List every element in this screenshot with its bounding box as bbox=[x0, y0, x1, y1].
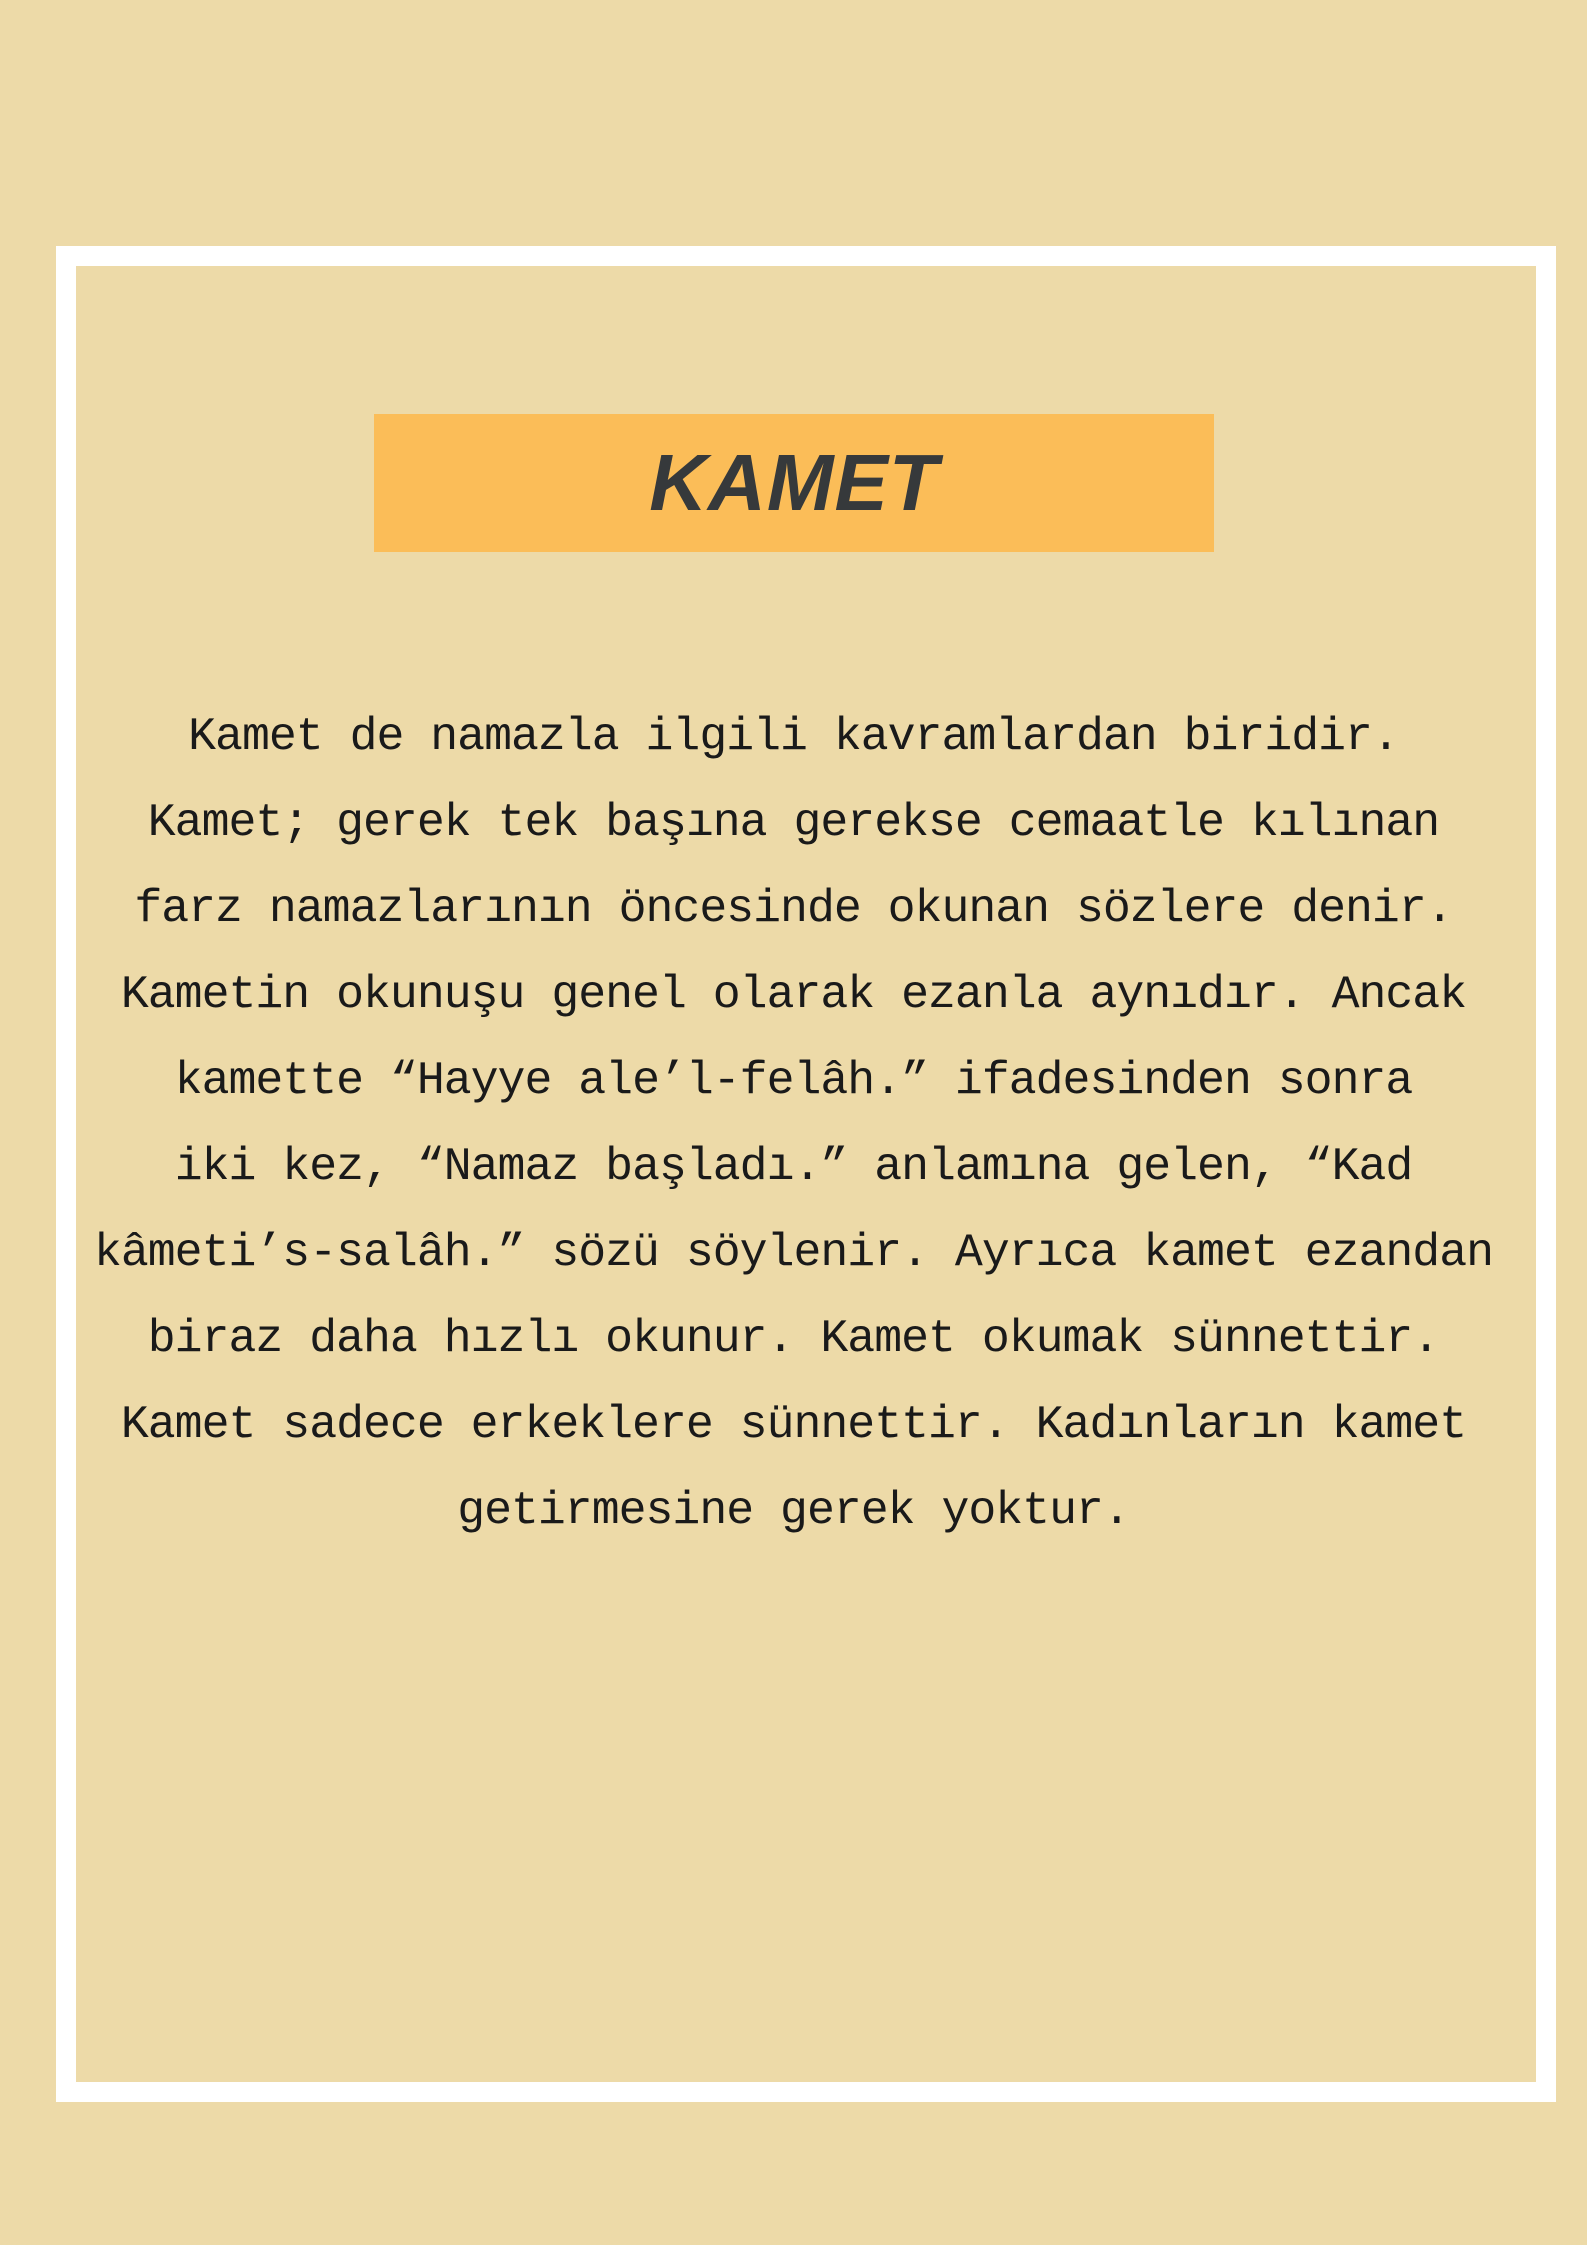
paragraph-line: Kametin okunuşu genel olarak ezanla aynıdır. Ancak bbox=[120, 968, 1467, 1021]
paragraph-line: Kamet sadece erkeklere sünnettir. Kadınların kamet bbox=[120, 1398, 1467, 1451]
paragraph-line: iki kez, “Namaz başladı.” anlamına gelen, “Kad bbox=[174, 1140, 1413, 1193]
paragraph-line: getirmesine gerek yoktur. bbox=[457, 1484, 1130, 1537]
body-paragraph bbox=[66, 694, 1521, 1554]
paragraph-line: kâmeti’s-salâh.” sözü söylenir. Ayrıca kamet ezandan bbox=[93, 1226, 1494, 1279]
paragraph-line: Kamet de namazla ilgili kavramlardan biridir. bbox=[188, 710, 1399, 763]
paragraph-line: kamette “Hayye ale’l-felâh.” ifadesinden sonra bbox=[174, 1054, 1413, 1107]
paragraph-line: farz namazlarının öncesinde okunan sözlere denir. bbox=[134, 882, 1453, 935]
page-title: KAMET bbox=[649, 438, 939, 527]
paragraph-line: biraz daha hızlı okunur. Kamet okumak sünnettir. bbox=[147, 1312, 1440, 1365]
title-banner bbox=[374, 414, 1214, 552]
paragraph-line: Kamet; gerek tek başına gerekse cemaatle kılınan bbox=[147, 796, 1440, 849]
